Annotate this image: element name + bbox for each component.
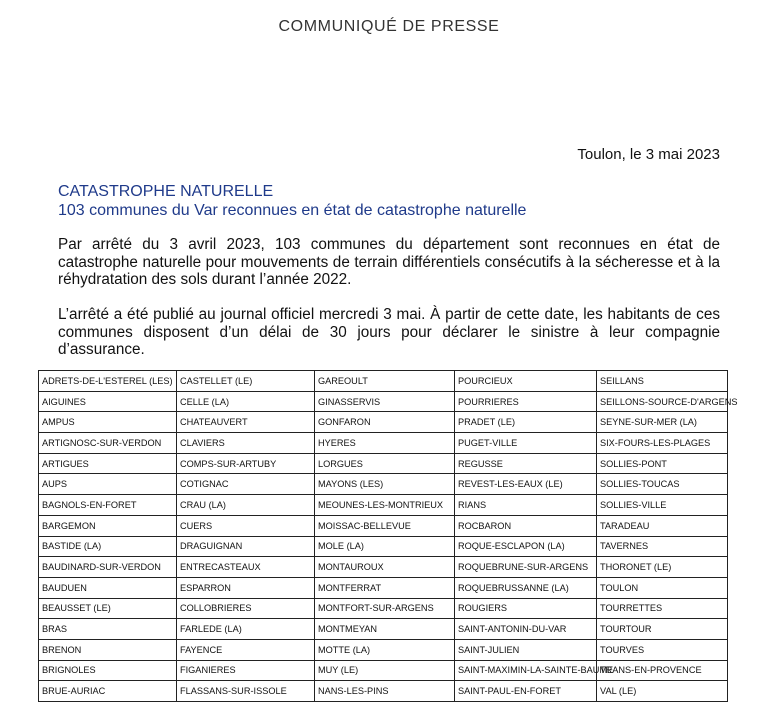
table-row (39, 681, 728, 702)
commune-cell: SAINT-JULIEN (455, 639, 597, 660)
commune-cell: DRAGUIGNAN (177, 536, 315, 557)
commune-cell: ROUGIERS (455, 598, 597, 619)
commune-cell: CUERS (177, 515, 315, 536)
commune-cell: BRAS (39, 619, 177, 640)
commune-cell: ARTIGUES (39, 453, 177, 474)
table-row (39, 598, 728, 619)
commune-cell: CLAVIERS (177, 433, 315, 454)
table-row (39, 495, 728, 516)
commune-cell: ARTIGNOSC-SUR-VERDON (39, 433, 177, 454)
commune-cell: BRUE-AURIAC (39, 681, 177, 702)
commune-cell: AMPUS (39, 412, 177, 433)
table-row (39, 619, 728, 640)
commune-cell: THORONET (LE) (597, 557, 728, 578)
heading-subtitle: 103 communes du Var reconnues en état de catastrophe naturelle (58, 202, 527, 219)
commune-cell: TRANS-EN-PROVENCE (597, 660, 728, 681)
commune-cell: POURCIEUX (455, 371, 597, 392)
commune-cell: TOULON (597, 577, 728, 598)
commune-cell: MUY (LE) (315, 660, 455, 681)
commune-cell: REGUSSE (455, 453, 597, 474)
commune-cell: SOLLIES-PONT (597, 453, 728, 474)
commune-cell: MAYONS (LES) (315, 474, 455, 495)
commune-cell: HYERES (315, 433, 455, 454)
table-row (39, 536, 728, 557)
commune-cell: BAUDUEN (39, 577, 177, 598)
table-row (39, 639, 728, 660)
commune-cell: PRADET (LE) (455, 412, 597, 433)
commune-cell: TAVERNES (597, 536, 728, 557)
document-header: COMMUNIQUÉ DE PRESSE (278, 18, 500, 35)
commune-cell: AUPS (39, 474, 177, 495)
commune-cell: SEILLANS (597, 371, 728, 392)
commune-cell: ROCBARON (455, 515, 597, 536)
communes-table-body (39, 371, 738, 702)
commune-cell: VAL (LE) (597, 681, 728, 702)
commune-cell: ROQUE-ESCLAPON (LA) (455, 536, 597, 557)
commune-cell: ROQUEBRUSSANNE (LA) (455, 577, 597, 598)
commune-cell: PUGET-VILLE (455, 433, 597, 454)
commune-cell: MONTMEYAN (315, 619, 455, 640)
heading-block (58, 182, 526, 220)
commune-cell: TOURRETTES (597, 598, 728, 619)
commune-cell: GONFARON (315, 412, 455, 433)
commune-cell: GINASSERVIS (315, 391, 455, 412)
commune-cell: BASTIDE (LA) (39, 536, 177, 557)
commune-cell: ESPARRON (177, 577, 315, 598)
commune-cell: LORGUES (315, 453, 455, 474)
commune-cell: COMPS-SUR-ARTUBY (177, 453, 315, 474)
table-row (39, 433, 728, 454)
commune-cell: MOTTE (LA) (315, 639, 455, 660)
commune-cell: CRAU (LA) (177, 495, 315, 516)
table-row (39, 660, 728, 681)
commune-cell: MOISSAC-BELLEVUE (315, 515, 455, 536)
commune-cell: BRIGNOLES (39, 660, 177, 681)
commune-cell: BAUDINARD-SUR-VERDON (39, 557, 177, 578)
table-row (39, 474, 728, 495)
communes-table (38, 370, 738, 702)
commune-cell: COTIGNAC (177, 474, 315, 495)
heading-title: CATASTROPHE NATURELLE (58, 183, 274, 200)
commune-cell: SOLLIES-TOUCAS (597, 474, 728, 495)
commune-cell: CELLE (LA) (177, 391, 315, 412)
paragraph-2: L’arrêté a été publié au journal officiel mercredi 3 mai. À partir de cette date, les habitants de ces communes disposent d’un délai de 30 jours pour déclarer le sinistre à leur compagnie d’assurance. (58, 306, 720, 358)
commune-cell: ADRETS-DE-L'ESTEREL (LES) (39, 371, 177, 392)
commune-cell: SAINT-PAUL-EN-FORET (455, 681, 597, 702)
commune-cell: CASTELLET (LE) (177, 371, 315, 392)
commune-cell: MONTFORT-SUR-ARGENS (315, 598, 455, 619)
commune-cell: TOURTOUR (597, 619, 728, 640)
commune-cell: BARGEMON (39, 515, 177, 536)
commune-cell: BRENON (39, 639, 177, 660)
commune-cell: MONTAUROUX (315, 557, 455, 578)
table-row (39, 453, 728, 474)
commune-cell: CHATEAUVERT (177, 412, 315, 433)
commune-cell: TARADEAU (597, 515, 728, 536)
commune-cell: BAGNOLS-EN-FORET (39, 495, 177, 516)
commune-cell: FIGANIERES (177, 660, 315, 681)
commune-cell: SEYNE-SUR-MER (LA) (597, 412, 728, 433)
commune-cell: SOLLIES-VILLE (597, 495, 728, 516)
table-row (39, 577, 728, 598)
table-row (39, 412, 728, 433)
table-row (39, 557, 728, 578)
commune-cell: NANS-LES-PINS (315, 681, 455, 702)
commune-cell: MEOUNES-LES-MONTRIEUX (315, 495, 455, 516)
commune-cell: MONTFERRAT (315, 577, 455, 598)
commune-cell: POURRIERES (455, 391, 597, 412)
commune-cell: BEAUSSET (LE) (39, 598, 177, 619)
commune-cell: AIGUINES (39, 391, 177, 412)
commune-cell: SIX-FOURS-LES-PLAGES (597, 433, 728, 454)
commune-cell: ROQUEBRUNE-SUR-ARGENS (455, 557, 597, 578)
commune-cell: SAINT-MAXIMIN-LA-SAINTE-BAUME (455, 660, 597, 681)
table-row (39, 515, 728, 536)
commune-cell: ENTRECASTEAUX (177, 557, 315, 578)
paragraph-1: Par arrêté du 3 avril 2023, 103 communes du département sont reconnues en état de catastrophe naturelle pour mouvements de terrain différentiels consécutifs à la sécheresse et à la réhydratation des sols durant l’année 2022. (58, 236, 720, 288)
commune-cell: MOLE (LA) (315, 536, 455, 557)
commune-cell: GAREOULT (315, 371, 455, 392)
commune-cell: SAINT-ANTONIN-DU-VAR (455, 619, 597, 640)
table-row (39, 391, 728, 412)
commune-cell: RIANS (455, 495, 597, 516)
commune-cell: FLASSANS-SUR-ISSOLE (177, 681, 315, 702)
commune-cell: COLLOBRIERES (177, 598, 315, 619)
commune-cell: FARLEDE (LA) (177, 619, 315, 640)
date-line: Toulon, le 3 mai 2023 (577, 146, 720, 163)
table-row (39, 371, 728, 392)
commune-cell: FAYENCE (177, 639, 315, 660)
commune-cell: SEILLONS-SOURCE-D'ARGENS (597, 391, 728, 412)
commune-cell: REVEST-LES-EAUX (LE) (455, 474, 597, 495)
commune-cell: TOURVES (597, 639, 728, 660)
